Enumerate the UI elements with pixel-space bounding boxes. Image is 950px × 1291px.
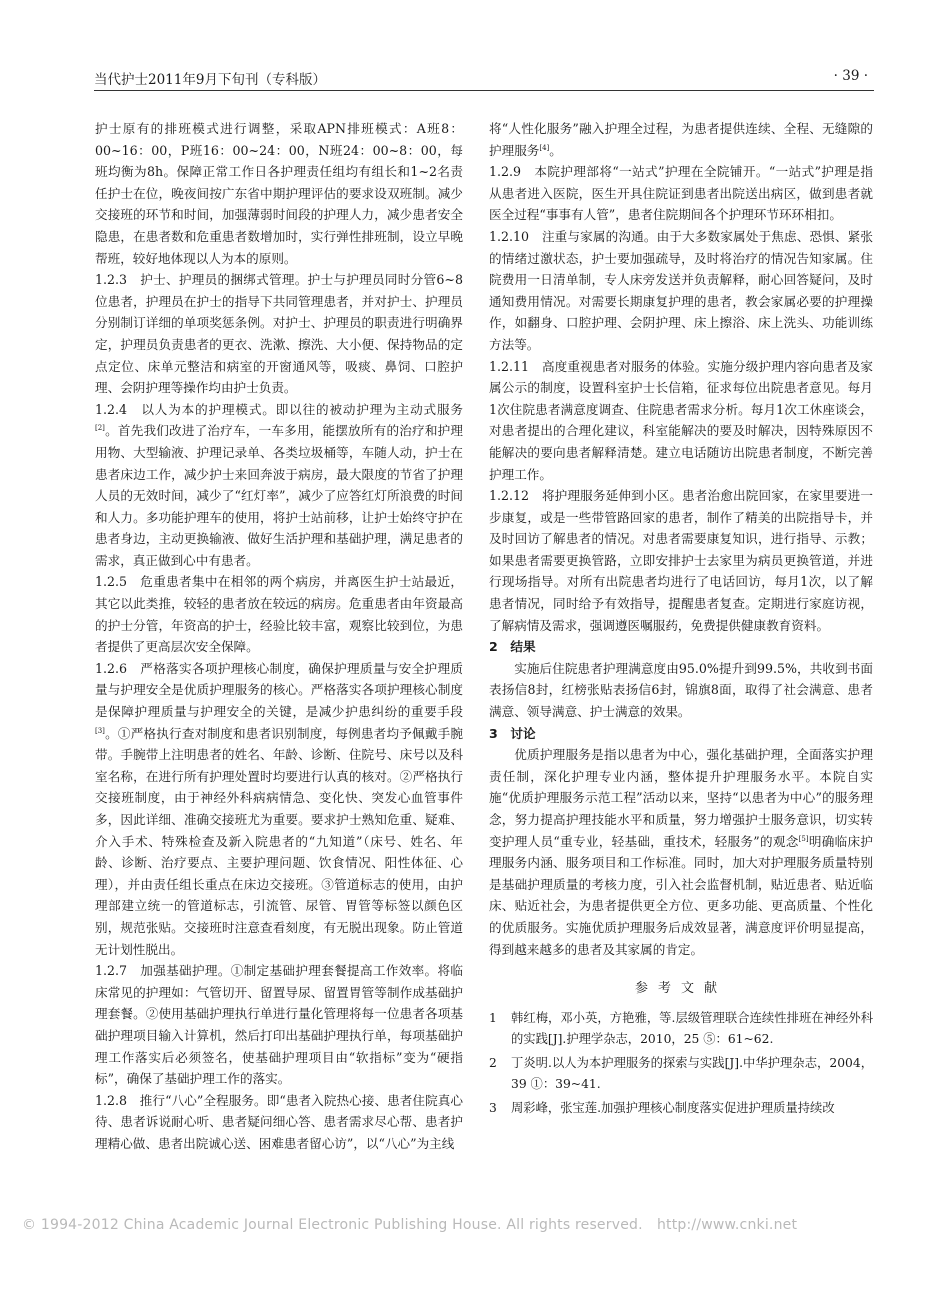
reference-item bbox=[489, 1053, 873, 1095]
paragraph: 1.2.8 推行“八心”全程服务。即“患者入院热心接、患者住院真心待、患者诉说耐心听、患者疑问细心答、患者需求尽心帮、患者护理精心做、患者出院诚心送、困难患者留心访”，以“八心”为主线 bbox=[95, 1092, 463, 1151]
paragraph: 1.2.9 本院护理部将“一站式”护理在全院铺开。“一站式”护理是指从患者进入医院，医生开具住院证到患者出院送出病区，做到患者就医全过程“事事有人管”，患者住院期间各个护理环节环环相扣。 bbox=[489, 164, 873, 223]
paragraph: 护士原有的排班模式进行调整，采取APN排班模式：A班8：00~16：00，P班16：00~24：00，N班24：00~8：00，每班均衡为8h。保障正常工作日各护理责任组均有组长和1~2名责任护士在位，晚夜间按广东省中期护理评估的要求设双班制。减少交接班的环节和时间，加强薄弱时间段的护理人力，减少患者安全隐患，在患者数和危重患者数增加时，实行弹性排班制，设立早晚帮班，较好地体现以人为本的原则。 bbox=[95, 121, 463, 266]
paragraph: 实施后住院患者护理满意度由95.0%提升到99.5%，共收到书面表扬信8封，红榜张贴表扬信6封，锦旗8面，取得了社会满意、患者满意、领导满意、护士满意的效果。 bbox=[489, 660, 873, 720]
paragraph: 1.2.6 严格落实各项护理核心制度，确保护理质量与安全护理质量与护理安全是优质护理服务的核心。严格落实各项护理核心制度是保障护理质量与护理安全的关键，是减少护患纠纷的重要手段[3]。①严格执行查对制度和患者识别制度，每例患者均予佩戴手腕带。手腕带上注明患者的姓名、年龄、诊断、住院号、床号以及科室名称，在进行所有护理处置时均要进行认真的核对。②严格执行交接班制度，由于神经外科病病情急、变化快、突发心血管事件多，因此详细、准确交接班尤为重要。要求护士熟知危重、疑难、介入手术、特殊检查及新入院患者的“九知道”（床号、姓名、年龄、诊断、治疗要点、主要护理问题、饮食情况、阳性体征、心理），并由责任组长重点在床边交接班。③管道标志的使用，由护理部建立统一的管道标志，引流管、尿管、胃管等标签以颜色区别，规范张贴。交接班时注意查看刻度，有无脱出现象。防止管道无计划性脱出。 bbox=[95, 660, 463, 957]
paragraph: 1.2.12 将护理服务延伸到小区。患者治愈出院回家，在家里要进一步康复，或是一些带管路回家的患者，制作了精美的出院指导卡，并及时回访了解患者的情况。对患者需要康复知识，进行指导、示教；如果患者需要更换管路，立即安排护士去家里为病员更换管道，并进行现场指导。对所有出院患者均进行了电话回访，每月1次，以了解患者情况，同时给予有效指导，提醒患者复查。定期进行家庭访视，了解病情及需求，强调遵医嘱服药，免费提供健康教育资料。 bbox=[489, 488, 873, 633]
reference-number: 1 bbox=[489, 1010, 497, 1025]
copyright-footer: © 1994-2012 China Academic Journal Electronic Publishing House. All rights reserved. http://www.cnki.net bbox=[22, 1217, 798, 1233]
section-heading-results: 2 结果 bbox=[489, 639, 536, 655]
paragraph: 优质护理服务是指以患者为中心，强化基础护理，全面落实护理责任制，深化护理专业内涵，整体提升护理服务水平。本院自实施“优质护理服务示范工程”活动以来，坚持“以患者为中心”的服务理念，努力提高护理技能水平和质量，努力增强护士服务意识，切实转变护理人员“重专业，轻基础，重技术，轻服务”的观念[5]明确临床护理服务内涵、服务项目和工作标准。同时，加大对护理服务质量特别是基础护理质量的考核力度，引入社会监督机制，贴近患者、贴近临床、贴近社会，为患者提供更全方位、更多功能、更高质量、个性化的优质服务。实施优质护理服务后成效显著，满意度评价明显提高，得到越来越多的患者及其家属的肯定。 bbox=[489, 747, 873, 957]
reference-item bbox=[489, 1098, 873, 1119]
reference-text: 丁炎明.以人为本护理服务的探索与实践[J].中华护理杂志，2004，39 ①：39~41. bbox=[511, 1055, 873, 1091]
reference-text: 韩红梅，邓小英，方艳雅，等.层级管理联合连续性排班在神经外科的实践[J].护理学杂志，2010，25 ⑤：61~62. bbox=[511, 1010, 873, 1046]
paragraph: 将“人性化服务”融入护理全过程，为患者提供连续、全程、无缝隙的护理服务[4]。 bbox=[489, 121, 873, 158]
references-title: 参考文献 bbox=[634, 981, 727, 997]
paragraph: 1.2.3 护士、护理员的捆绑式管理。护士与护理员同时分管6~8位患者，护理员在护士的指导下共同管理患者，并对护士、护理员分别制订详细的单项奖惩条例。对护士、护理员的职责进行明确界定，护理员负责患者的更衣、洗漱、擦洗、大小便、保持物品的定点定位、床单元整洁和病室的开窗通风等，吸痰、鼻饲、口腔护理、会阴护理等操作均由护士负责。 bbox=[95, 272, 463, 396]
paragraph: 1.2.7 加强基础护理。①制定基础护理套餐提高工作效率。将临床常见的护理如：气管切开、留置导尿、留置胃管等制作成基础护理套餐。②使用基础护理执行单进行量化管理将每一位患者各项基础护理项目输入计算机，然后打印出基础护理执行单，每项基础护理工作落实后必须签名，使基础护理项目由“软指标”变为“硬指标”，确保了基础护理工作的落实。 bbox=[95, 963, 463, 1087]
citation-marker: [2] bbox=[95, 424, 105, 433]
paragraph: 1.2.5 危重患者集中在相邻的两个病房，并离医生护士站最近，其它以此类推，较轻的患者放在较远的病房。危重患者由年资最高的护士分管，年资高的护士，经验比较丰富，观察比较到位，为患者提供了更高层次安全保障。 bbox=[95, 574, 463, 655]
paragraph: 1.2.11 高度重视患者对服务的体验。实施分级护理内容向患者及家属公示的制度，设置科室护士长信箱，征求每位出院患者意见。每月1次住院患者满意度调查、住院患者需求分析。每月1次工休座谈会，对患者提出的合理化建议，科室能解决的要及时解决，因特殊原因不能解决的要向患者解释清楚。建立电话随访出院患者制度，不断完善护理工作。 bbox=[489, 358, 873, 482]
running-header bbox=[94, 62, 874, 91]
paragraph: 1.2.4 以人为本的护理模式。即以往的被动护理为主动式服务[2]。首先我们改进了治疗车，一车多用，能摆放所有的治疗和护理用物、大型输液、护理记录单、各类垃圾桶等，车随人动，护士在患者床边工作，减少护士来回奔波于病房，最大限度的节省了护理人员的无效时间，减少了“红灯率”，减少了应答红灯所浪费的时间和人力。多功能护理车的使用，将护士站前移，让护士始终守护在患者身边，主动更换输液、做好生活护理和基础护理，满足患者的需求，真正做到心中有患者。 bbox=[95, 401, 463, 568]
journal-title: 当代护士2011年9月下旬刊（专科版） bbox=[94, 72, 326, 88]
left-column bbox=[95, 118, 463, 1155]
paragraph: 1.2.10 注重与家属的沟通。由于大多数家属处于焦虑、恐惧、紧张的情绪过激状态，护士要加强疏导，及时将治疗的情况告知家属。住院费用一日清单制，专人床旁发送并负责解释，耐心回答疑问，及时通知费用情况。对需要长期康复护理的患者，教会家属必要的护理操作，如翻身、口腔护理、会阴护理、床上擦浴、床上洗头、功能训练方法等。 bbox=[489, 228, 873, 352]
reference-number: 3 bbox=[489, 1100, 497, 1115]
right-column bbox=[489, 118, 873, 1122]
citation-marker: [4] bbox=[539, 143, 550, 152]
section-heading-discussion: 3 讨论 bbox=[489, 725, 536, 741]
page-number: · 39 · bbox=[833, 68, 868, 84]
reference-item bbox=[489, 1008, 873, 1050]
citation-marker: [3] bbox=[95, 726, 105, 735]
reference-number: 2 bbox=[489, 1055, 497, 1070]
citation-marker: [5] bbox=[798, 834, 809, 843]
reference-text: 周彩峰，张宝莲.加强护理核心制度落实促进护理质量持续改 bbox=[511, 1100, 835, 1115]
